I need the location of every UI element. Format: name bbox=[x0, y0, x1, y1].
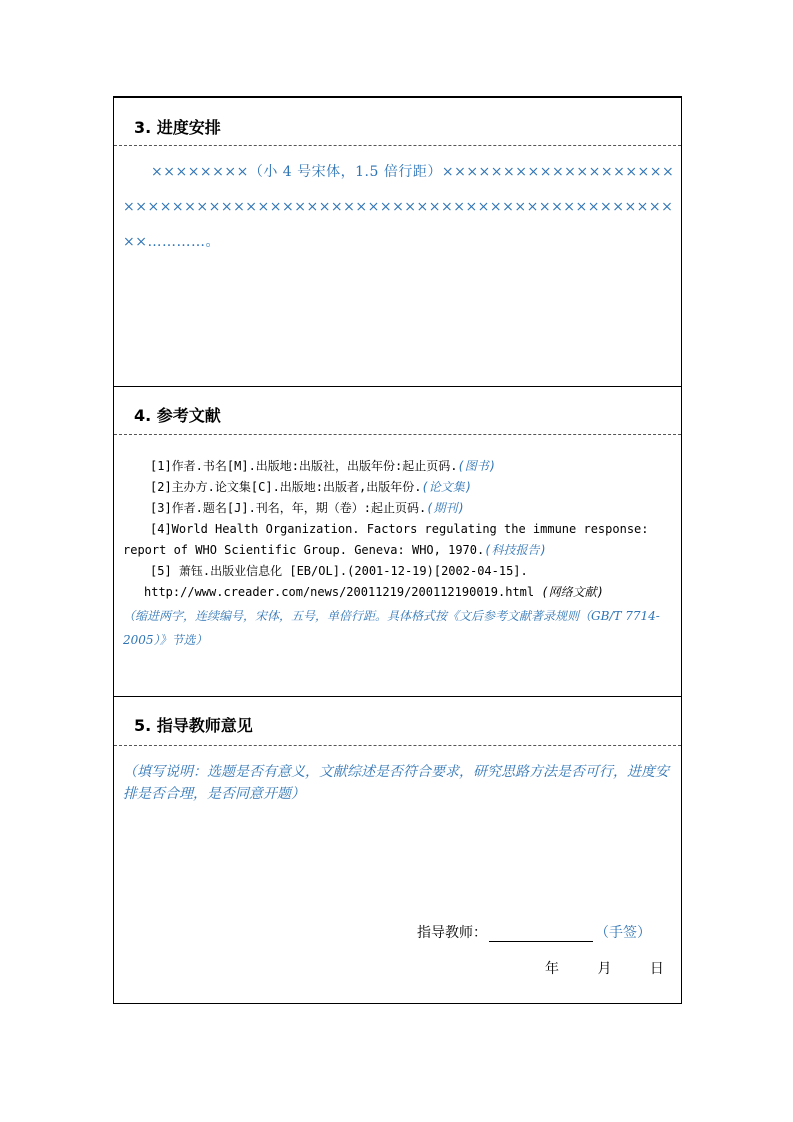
signature-label: 指导教师： bbox=[417, 925, 487, 941]
references-title-divider bbox=[114, 434, 681, 435]
schedule-section-title: 3. 进度安排 bbox=[134, 118, 221, 137]
reference-item: [4]World Health Organization. Factors regulating the immune response: report of WHO Scientific Group. Geneva: WHO, 1970.(科技报告) bbox=[123, 522, 649, 557]
advisor-section-title: 5. 指导教师意见 bbox=[134, 716, 253, 735]
section-divider-references-advisor bbox=[114, 696, 681, 697]
references-format-instruction: （缩进两字，连续编号，宋体，五号，单倍行距。具体格式按《文后参考文献著录规则（GB/T 7714-2005）》节选） bbox=[123, 609, 660, 647]
reference-item-url: http://www.creader.com/news/20011219/200112190019.html (网络文献) bbox=[144, 585, 604, 599]
references-section-title: 4. 参考文献 bbox=[134, 406, 221, 425]
references-list bbox=[123, 456, 675, 603]
advisor-instruction: （填写说明：选题是否有意义，文献综述是否符合要求，研究思路方法是否可行，进度安排是否合理，是否同意开题） bbox=[123, 764, 669, 802]
date-year-label: 年 bbox=[545, 961, 559, 977]
section-divider-schedule-references bbox=[114, 386, 681, 387]
reference-item: [2]主办方.论文集[C].出版地:出版者,出版年份.(论文集) bbox=[150, 480, 472, 494]
date-month-label: 月 bbox=[597, 961, 612, 977]
schedule-title-divider bbox=[114, 145, 681, 146]
advisor-date-row bbox=[545, 958, 664, 978]
reference-item: [3]作者.题名[J].刊名，年，期（卷）:起止页码.(期刊) bbox=[150, 501, 465, 515]
reference-item: [1]作者.书名[M].出版地:出版社，出版年份:起止页码.(图书) bbox=[150, 459, 496, 473]
date-day-label: 日 bbox=[649, 961, 664, 977]
advisor-signature-row bbox=[417, 922, 651, 942]
signature-note: （手签） bbox=[595, 925, 651, 941]
proposal-form-table bbox=[113, 96, 682, 1004]
reference-item: [5] 萧钰.出版业信息化 [EB/OL].(2001-12-19)[2002-04-15]. bbox=[150, 564, 528, 578]
signature-line[interactable] bbox=[489, 927, 593, 942]
advisor-title-divider bbox=[114, 745, 681, 746]
schedule-content-placeholder: ××××××××（小 4 号宋体，1.5 倍行距）××××××××××××××××××××××××××××××××××××××××××××××××××××××××××××××××××…………。 bbox=[123, 164, 675, 250]
